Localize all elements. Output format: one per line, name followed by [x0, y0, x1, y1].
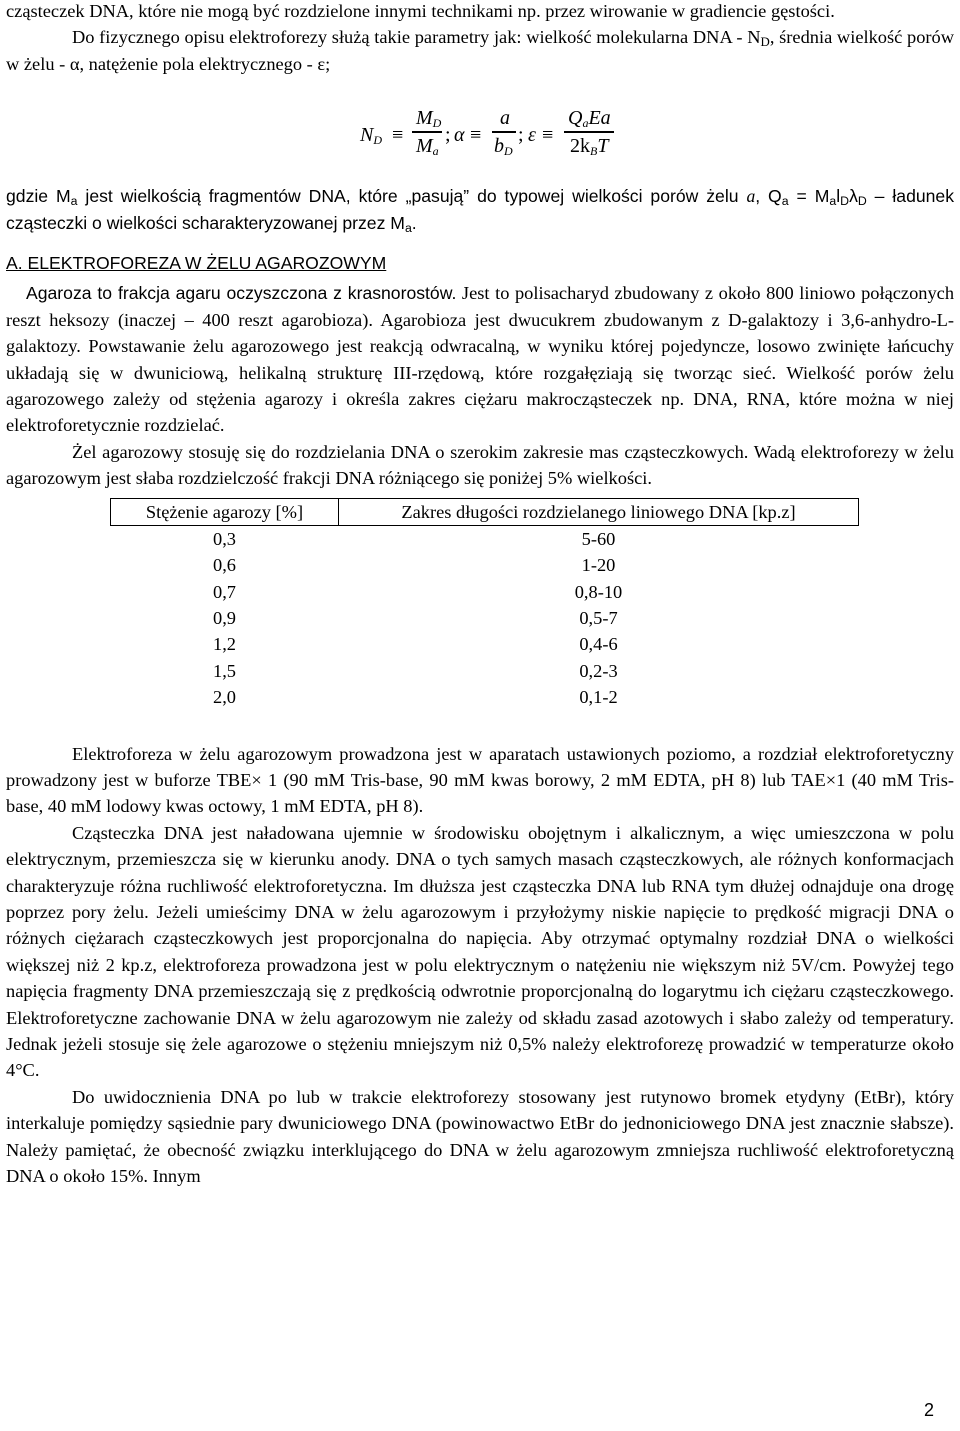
table-cell-concentration: 1,2 [213, 634, 236, 655]
concentration-table-wrapper [110, 498, 954, 711]
formula-lhs-nd: $N_D$ [360, 124, 383, 148]
table-cell-range: 1-20 [581, 555, 616, 576]
page-number: 2 [923, 1400, 934, 1420]
definition-paragraph: gdzie $M_a$ jest wielkością fragmentów DNA, które „pasują” do typowej wielkości porów żelu a, $Q_a = M_al_D\lambda_D$ – ładunek cząsteczki o wielkości scharakteryzowanej przez $M_a$. [6, 186, 955, 235]
formula-separator-2: ; [518, 124, 524, 147]
formula [6, 103, 954, 169]
agarose-paragraph-lead: Agaroza to frakcja agaru oczyszczona z krasnorostów. [26, 283, 457, 304]
table-header-range: Zakres długości rozdzielanego liniowego DNA [kp.z] [339, 498, 859, 525]
table-cell-concentration: 0,9 [213, 607, 236, 628]
table-cell-range: 0,2-3 [579, 660, 618, 681]
table-row [111, 605, 859, 631]
buffer-paragraph: Elektroforeza w żelu agarozowym prowadzona jest w aparatach ustawionych poziomo, a rozdział elektroforetyczny prowadzony jest w buforze TBE× 1 (90 mM Tris-base, 90 mM kwas borowy, 2 mM EDTA, pH 8) lub TAE×1 (40 mM Tris-base, 40 mM lodowy kwas octowy, 1 mM EDTA, pH 8). [6, 743, 954, 817]
agarose-paragraph [6, 280, 954, 438]
table-header-concentration: Stężenie agarozy [%] [111, 498, 339, 525]
formula-numerator-a: a [500, 107, 510, 130]
table-cell-concentration: 0,3 [213, 528, 236, 549]
section-heading-title: ELEKTROFOREZA W ŻELU AGAROZOWYM [27, 253, 387, 274]
formula-numerator-qaea: $Q_aEa$ [568, 107, 611, 131]
table-row [111, 658, 859, 684]
table-row [111, 631, 859, 657]
migration-paragraph: Cząsteczka DNA jest naładowana ujemnie w środowisku obojętnym i alkalicznym, a więc umieszczona w polu elektrycznym, przemieszcza się w kierunku anody. DNA o tych samych masach cząsteczkowych, ale różnych konformacjach charakteryzuje różna ruchliwość elektroforetyczna. Im dłuższa jest cząsteczka DNA lub RNA tym dłużej odnajduje ona drogę poprzez pory żelu. Jeżeli umieścimy DNA w żelu agarozowym i przyłożymy niskie napięcie to prędkość migracji DNA o różnych ciężarach cząsteczkowych jest proporcjonalna do napięcia. Aby otrzymać optymalny rozdział DNA o wielkości większej niż 2 kp.z, elektroforeza prowadzona jest w polu elektrycznym o natężeniu nie większym niż 5V/cm. Powyżej tego napięcia fragmenty DNA przemieszczają się z prędkością odwrotnie proporcjonalną do logarytmu ich ciężaru cząsteczkowego. Elektroforetyczne zachowanie DNA w żelu agarozowym nie zależy od składu zasad azotowych i słabo zależy od temperatury. Jednak jeżeli stosuje się żele agarozowe o stężeniu mniejszym niż 0,5% należy elektroforezę prowadzić w temperaturze około 4°C. [6, 822, 954, 1081]
agarose-paragraph-rest: Jest to polisacharyd zbudowany z około 800 liniowo połączonych reszt heksozy (inaczej – 400 reszt agarobioza). Agarobioza jest dwucukrem zbudowanym z D-galaktozy i 3,6-anhydro-L-galaktozy. Powstawanie żelu agarozowego jest reakcją odwracalną, w wyniku której pojedyncze, losowo zwinięte łańcuchy układają się w dwuniciową, helikalną strukturę III-rzędową, które rozgałęziają się tworząc sieć. Wielkość porów żelu agarozowego zależy od stężenia agarozy i określa zakres ciężaru makrocząsteczek np. DNA, RNA, które można w niej elektroforetycznie rozdzielać. [6, 283, 955, 436]
table-cell-range: 0,5-7 [579, 607, 618, 628]
table-cell-concentration: 0,6 [213, 555, 236, 576]
formula-equiv-2: ≡ [470, 124, 482, 147]
intro-parameters-text: Do fizycznego opisu elektroforezy służą takie parametry jak: wielkość molekularna DNA - N [72, 27, 761, 48]
section-heading-prefix: A. [6, 253, 28, 274]
formula-denominator-ma: $M_a$ [416, 135, 439, 159]
intro-continuation: cząsteczek DNA, które nie mogą być rozdzielone innymi technikami np. przez wirowanie w gradiencie gęstości. [6, 1, 835, 21]
intro-parameters [6, 24, 954, 77]
formula-lhs-epsilon: ε [528, 124, 536, 147]
formula-fraction-line-3 [564, 131, 614, 132]
formula-fraction-line-2 [492, 131, 516, 132]
section-heading [6, 250, 954, 276]
concentration-table [110, 498, 859, 711]
formula-denominator-bd: $b_D$ [494, 135, 513, 159]
formula-separator-1: ; [445, 124, 451, 147]
formula-equiv-1: ≡ [392, 124, 404, 147]
formula-equiv-3: ≡ [542, 124, 554, 147]
table-cell-concentration: 2,0 [213, 687, 236, 708]
table-cell-range: 5-60 [581, 528, 616, 549]
table-row [111, 552, 859, 578]
table-cell-concentration: 0,7 [213, 581, 236, 602]
formula-numerator-md: $M_D$ [416, 107, 442, 131]
formula-fraction-line-1 [412, 131, 442, 132]
intro-parameters-text-end: , średnia wielkość porów w żelu - α, natężenie pola elektrycznego - ε; [6, 27, 954, 74]
table-cell-range: 0,4-6 [579, 634, 618, 655]
document-page [6, 0, 954, 1189]
table-cell-range: 0,1-2 [579, 687, 618, 708]
intro-parameters-subscript: D [760, 35, 770, 50]
table-cell-concentration: 1,5 [213, 660, 236, 681]
staining-paragraph: Do uwidocznienia DNA po lub w trakcie elektroforezy stosowany jest rutynowo bromek etydyny (EtBr), który interkaluje pomiędzy sąsiednie pary dwuniciowego DNA (powinowactwo EtBr do jednoniciowego DNA jest znacznie słabsze). Należy pamiętać, że obecność związku interklującego do DNA w żelu agarozowym zmniejsza ruchliwość elektroforetyczną DNA o około 15%. Innym [6, 1086, 954, 1187]
table-row [111, 525, 859, 552]
table-row [111, 684, 859, 710]
formula-lhs-alpha: α [454, 124, 465, 147]
table-row [111, 579, 859, 605]
formula-denominator-2kbt: $2k_BT$ [570, 135, 609, 159]
table-header-row [111, 498, 859, 525]
table-cell-range: 0,8-10 [574, 581, 623, 602]
agarose-gel-paragraph: Żel agarozowy stosuję się do rozdzielania DNA o szerokim zakresie mas cząsteczkowych. Wadą elektroforezy w żelu agarozowym jest słaba rozdzielczość frakcji DNA różniącego się poniżej 5% wielkości. [6, 441, 954, 489]
